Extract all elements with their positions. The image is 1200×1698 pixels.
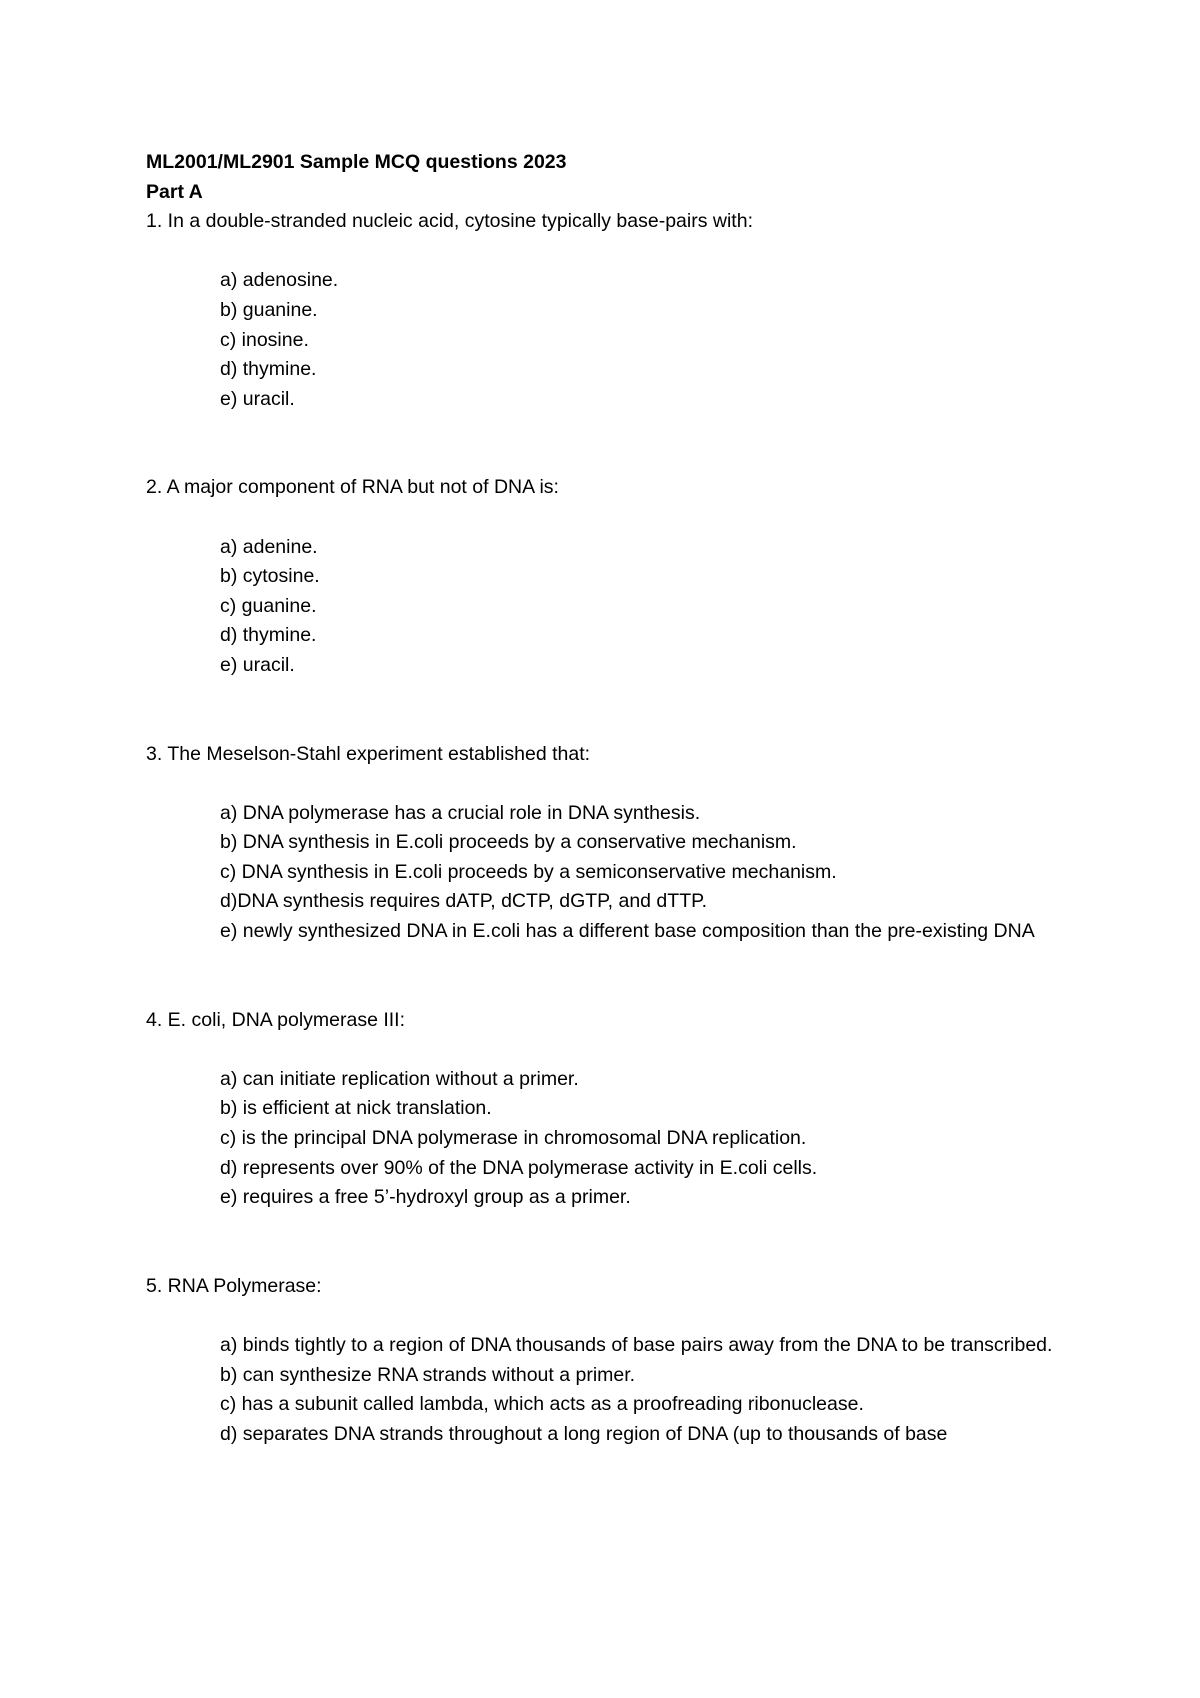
option-text: c) guanine. (220, 594, 317, 617)
option-text: e) newly synthesized DNA in E.coli has a different base composition than the pre-existing DNA (220, 920, 1035, 943)
option-text: a) adenosine. (220, 269, 339, 292)
option-text: a) can initiate replication without a primer. (220, 1067, 579, 1090)
option-text: d)DNA synthesis requires dATP, dCTP, dGTP, and dTTP. (220, 890, 708, 913)
document-page (146, 148, 1086, 1449)
option-text: b) DNA synthesis in E.coli proceeds by a conservative mechanism. (220, 831, 797, 854)
question-4-text: 4. E. coli, DNA polymerase III: (146, 1008, 406, 1031)
option-text: d) thymine. (220, 358, 317, 381)
question-1-options (220, 266, 1086, 414)
option-text: b) guanine. (220, 298, 318, 321)
question-5-text: 5. RNA Polymerase: (146, 1274, 322, 1297)
option-text: b) is efficient at nick translation. (220, 1097, 492, 1120)
question-block-2 (146, 473, 1086, 680)
part-heading: Part A (146, 180, 203, 203)
question-3-text: 3. The Meselson-Stahl experiment established that: (146, 742, 591, 765)
option-text: e) uracil. (220, 387, 295, 410)
option-text: e) requires a free 5’-hydroxyl group as a primer. (220, 1186, 631, 1209)
question-block-4 (146, 1006, 1086, 1213)
question-4-options (220, 1065, 1086, 1213)
question-2-text: 2. A major component of RNA but not of DNA is: (146, 476, 559, 499)
question-block-1 (146, 207, 1086, 414)
option-text: d) thymine. (220, 624, 317, 647)
question-1-text: 1. In a double-stranded nucleic acid, cytosine typically base-pairs with: (146, 210, 753, 233)
question-2-options (220, 533, 1086, 681)
option-text: d) represents over 90% of the DNA polymerase activity in E.coli cells. (220, 1156, 818, 1179)
question-block-3 (146, 740, 1086, 947)
option-text: a) binds tightly to a region of DNA thousands of base pairs away from the DNA to be transcribed. (220, 1334, 1053, 1356)
option-text: c) inosine. (220, 328, 309, 351)
option-text: b) can synthesize RNA strands without a primer. (220, 1363, 636, 1386)
option-text: c) DNA synthesis in E.coli proceeds by a semiconservative mechanism. (220, 860, 837, 883)
option-text: a) DNA polymerase has a crucial role in DNA synthesis. (220, 801, 701, 824)
option-text: d) separates DNA strands throughout a long region of DNA (up to thousands of base (220, 1422, 948, 1445)
option-text: c) is the principal DNA polymerase in chromosomal DNA replication. (220, 1127, 807, 1150)
question-block-5 (146, 1272, 1086, 1450)
option-text: c) has a subunit called lambda, which acts as a proofreading ribonuclease. (220, 1393, 864, 1416)
option-text: b) cytosine. (220, 565, 320, 588)
option-text: e) uracil. (220, 653, 295, 676)
question-5-options (220, 1331, 1086, 1449)
question-3-options (220, 799, 1086, 947)
document-title: ML2001/ML2901 Sample MCQ questions 2023 (146, 151, 567, 173)
option-text: a) adenine. (220, 535, 318, 558)
